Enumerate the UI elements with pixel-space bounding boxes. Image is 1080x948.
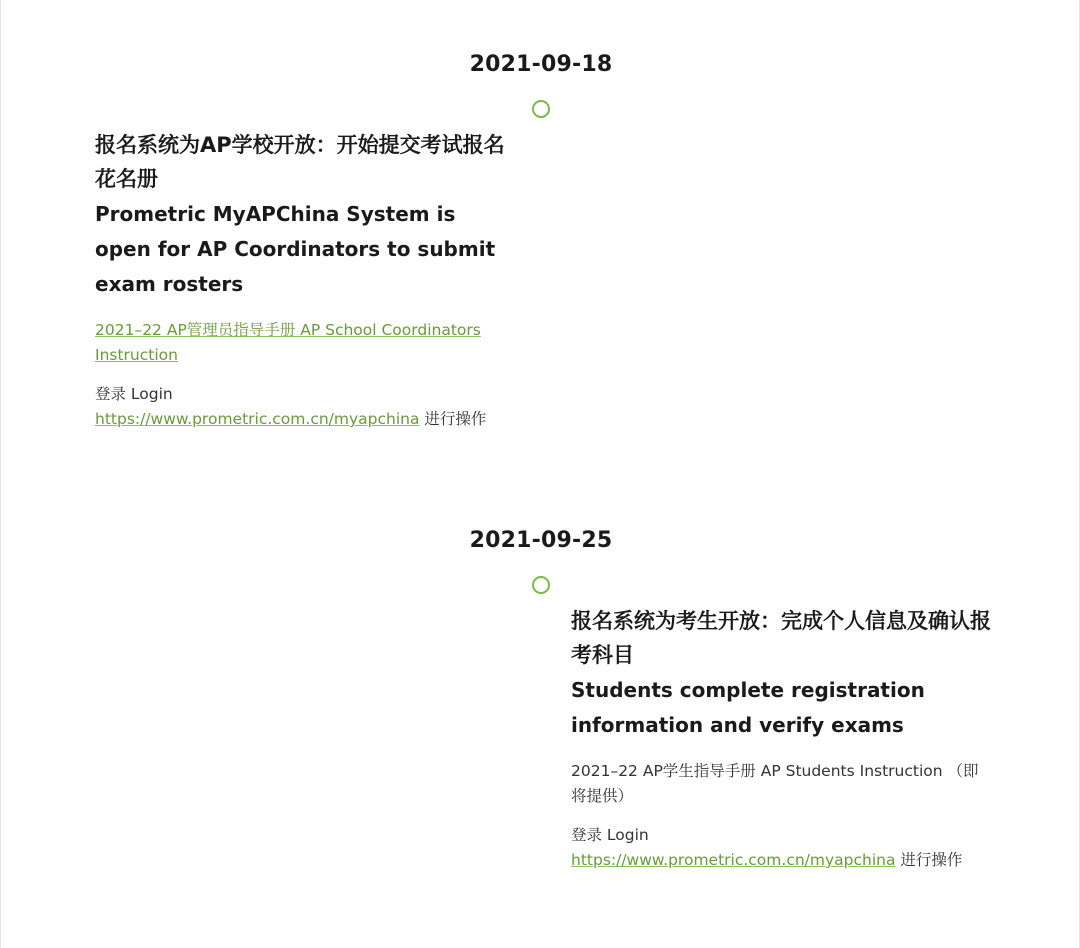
login-label: 登录 Login bbox=[95, 385, 173, 403]
login-label: 登录 Login bbox=[571, 826, 649, 844]
entry-title-cn: 报名系统为AP学校开放：开始提交考试报名花名册 bbox=[95, 133, 505, 191]
login-url-link[interactable]: https://www.prometric.com.cn/myapchina bbox=[95, 410, 420, 428]
login-block bbox=[571, 823, 991, 873]
timeline-entry-2 bbox=[571, 604, 991, 873]
login-block bbox=[95, 382, 515, 432]
timeline-marker-icon-1 bbox=[532, 100, 550, 118]
login-suffix: 进行操作 bbox=[895, 851, 963, 869]
entry-title-en: Students complete registration information and verify exams bbox=[571, 678, 925, 737]
login-line bbox=[95, 407, 515, 432]
entry-title-cn: 报名系统为考生开放：完成个人信息及确认报考科目 bbox=[571, 609, 991, 667]
coordinator-instruction-link[interactable]: 2021–22 AP管理员指导手册 AP School Coordinators Instruction bbox=[95, 321, 481, 364]
login-url-link[interactable]: https://www.prometric.com.cn/myapchina bbox=[571, 851, 896, 869]
login-suffix: 进行操作 bbox=[419, 410, 487, 428]
entry-title-en: Prometric MyAPChina System is open for AP Coordinators to submit exam rosters bbox=[95, 202, 496, 296]
student-instruction-note: 2021–22 AP学生指导手册 AP Students Instruction （即将提供） bbox=[571, 762, 979, 805]
login-line bbox=[571, 848, 991, 873]
timeline-date-2: 2021-09-25 bbox=[469, 528, 613, 553]
timeline-marker-icon-2 bbox=[532, 576, 550, 594]
timeline-date-1: 2021-09-18 bbox=[469, 52, 613, 77]
timeline-entry-1 bbox=[95, 128, 515, 432]
